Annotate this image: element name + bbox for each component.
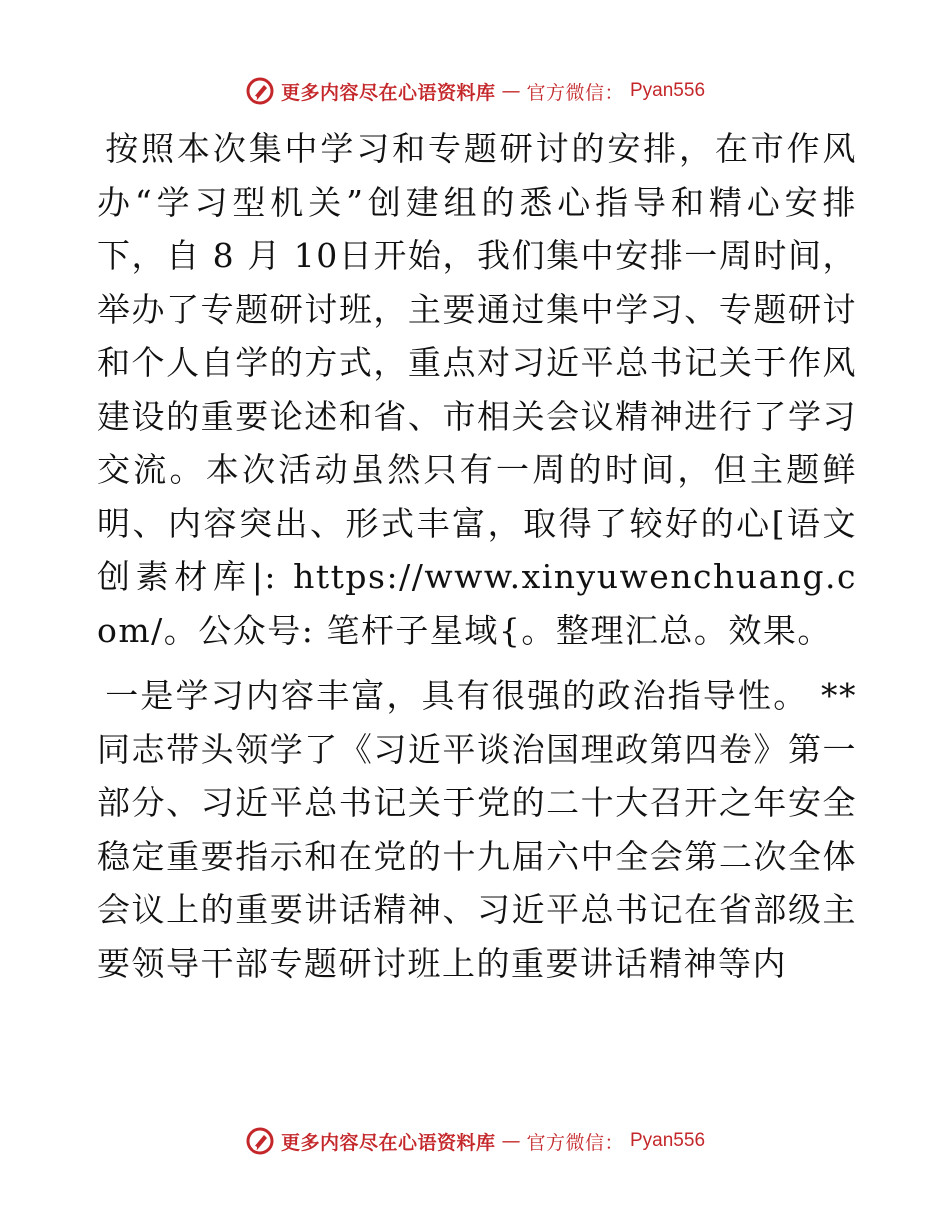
paragraph-2: 一是学习内容丰富，具有很强的政治指导性。 **同志带头领学了《习近平谈治国理政第四卷》第一部分、习近平总书记关于党的二十大召开之年安全稳定重要指示和在党的十九届六中全会第二次全体会议上的重要讲话精神、习近平总书记在省部级主要领导干部专题研讨班上的重要讲话精神等内 — [97, 676, 857, 983]
footer-wechat-label: 官方微信： — [526, 1131, 624, 1154]
page-footer-watermark — [0, 1126, 950, 1161]
footer-brand-text: 更多内容尽在心语资料库 — [280, 1131, 496, 1154]
header-brand-text: 更多内容尽在心语资料库 — [280, 81, 496, 104]
paragraph-1: 按照本次集中学习和专题研讨的安排，在市作风办“学习型机关”创建组的悉心指导和精心安排下，自 8 月 10日开始，我们集中安排一周时间，举办了专题研讨班，主要通过集中学习、专题研讨和个人自学的方式，重点对习近平总书记关于作风建设的重要论述和省、市相关会议精神进行了学习交流。本次活动虽然只有一周的时间，但主题鲜明、内容突出、形式丰富，取得了较好的心[语文创素材库|: https://www.xinyuwenchuang.com/。公众号: 笔杆子星域{。整理汇总。效果。 — [97, 129, 857, 650]
page-header-watermark — [0, 76, 950, 111]
footer-dash: — — [501, 1130, 521, 1152]
pen-nib-circle-icon — [245, 1126, 275, 1156]
document-body — [97, 122, 857, 990]
header-wechat-label: 官方微信： — [526, 81, 624, 104]
footer-contact: Pyan556 — [630, 1130, 706, 1151]
pen-nib-circle-icon — [245, 76, 275, 106]
header-brand — [245, 76, 705, 106]
header-contact: Pyan556 — [630, 80, 706, 101]
footer-brand — [245, 1126, 705, 1156]
header-dash: — — [501, 80, 521, 102]
